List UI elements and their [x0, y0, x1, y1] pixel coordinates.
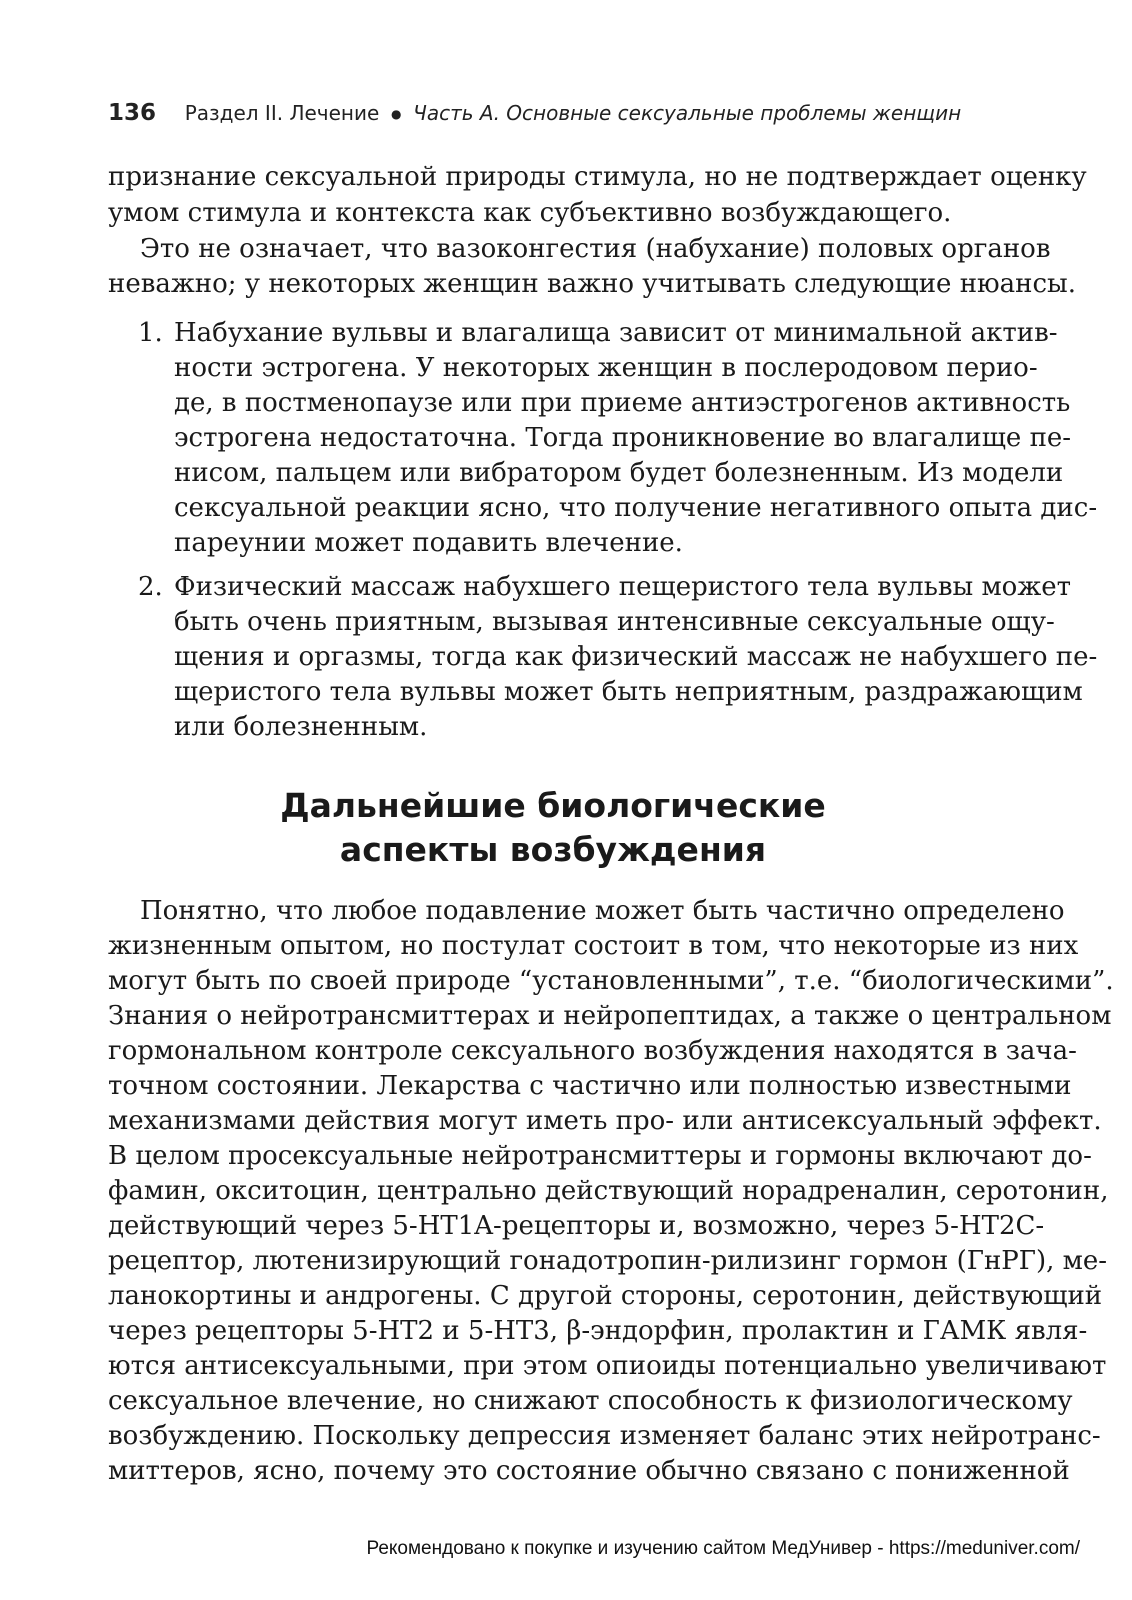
body-line: точном состоянии. Лекарства с частично или полностью известными — [108, 1071, 1072, 1101]
body-line: действующий через 5-HT1A-рецепторы и, возможно, через 5-HT2C- — [108, 1211, 1045, 1241]
watermark-footer: Рекомендовано к покупке и изучению сайтом МедУнивер - https://meduniver.com/ — [366, 1538, 1080, 1559]
body-line: В целом просексуальные нейротрансмиттеры и гормоны включают до- — [108, 1141, 1092, 1171]
body-line: механизмами действия могут иметь про- или антисексуальный эффект. — [108, 1106, 1102, 1136]
body-line: жизненным опытом, но постулат состоит в том, что некоторые из них — [108, 931, 1079, 961]
list-item-line: Набухание вульвы и влагалища зависит от минимальной актив- — [174, 318, 1058, 348]
part-title: Часть А. Основные сексуальные проблемы женщин — [413, 101, 962, 125]
body-line: Понятно, что любое подавление может быть частично определено — [140, 896, 1065, 926]
intro-line: признание сексуальной природы стимула, но не подтверждает оценку — [108, 162, 1087, 192]
list-item-line: де, в постменопаузе или при приеме антиэстрогенов активность — [174, 388, 1071, 418]
body-line: через рецепторы 5-HT2 и 5-HT3, β-эндорфин, пролактин и ГАМК явля- — [108, 1316, 1088, 1346]
list-number: 1. — [138, 318, 163, 348]
body-line: ются антисексуальными, при этом опиоиды потенциально увеличивают — [108, 1351, 1107, 1381]
body-line: могут быть по своей природе “установленными”, т.е. “биологическими”. — [108, 966, 1114, 996]
paragraph-line: неважно; у некоторых женщин важно учитывать следующие нюансы. — [108, 269, 1077, 299]
list-item-line: Физический массаж набухшего пещеристого тела вульвы может — [174, 572, 1072, 602]
body-line: миттеров, ясно, почему это состояние обычно связано с пониженной — [108, 1456, 1070, 1486]
header-bullet: ● — [390, 107, 402, 121]
running-header — [108, 100, 1008, 134]
paragraph-line: Это не означает, что вазоконгестия (набухание) половых органов — [140, 234, 1051, 264]
list-number: 2. — [138, 572, 163, 602]
section-title: Раздел II. Лечение — [184, 101, 380, 125]
body-line: сексуальное влечение, но снижают способность к физиологическому — [108, 1386, 1073, 1416]
list-item-line: сексуальной реакции ясно, что получение негативного опыта дис- — [174, 493, 1098, 523]
list-item-line: щения и оргазмы, тогда как физический массаж не набухшего пе- — [174, 642, 1098, 672]
body-line: ланокортины и андрогены. С другой стороны, серотонин, действующий — [108, 1281, 1103, 1311]
list-item-line: нисом, пальцем или вибратором будет болезненным. Из модели — [174, 458, 1064, 488]
list-item-line: ности эстрогена. У некоторых женщин в послеродовом перио- — [174, 353, 1038, 383]
body-line: Знания о нейротрансмиттерах и нейропептидах, а также о центральном — [108, 1001, 1112, 1031]
list-item-line: пареунии может подавить влечение. — [174, 528, 683, 558]
list-item-line: эстрогена недостаточна. Тогда проникновение во влагалище пе- — [174, 423, 1072, 453]
section-heading: Дальнейшие биологические — [280, 786, 826, 825]
body-line: возбуждению. Поскольку депрессия изменяет баланс этих нейротранс- — [108, 1421, 1101, 1451]
list-item-line: или болезненным. — [174, 712, 428, 742]
body-line: фамин, окситоцин, центрально действующий норадреналин, серотонин, — [108, 1176, 1109, 1206]
page-number: 136 — [108, 100, 157, 126]
body-line: гормональном контроле сексуального возбуждения находятся в зача- — [108, 1036, 1077, 1066]
intro-line: умом стимула и контекста как субъективно возбуждающего. — [108, 198, 952, 228]
section-heading: аспекты возбуждения — [339, 830, 767, 869]
list-item-line: быть очень приятным, вызывая интенсивные сексуальные ощу- — [174, 607, 1055, 637]
body-line: рецептор, лютенизирующий гонадотропин-рилизинг гормон (ГнРГ), ме- — [108, 1246, 1108, 1276]
list-item-line: щеристого тела вульвы может быть неприятным, раздражающим — [174, 677, 1083, 707]
